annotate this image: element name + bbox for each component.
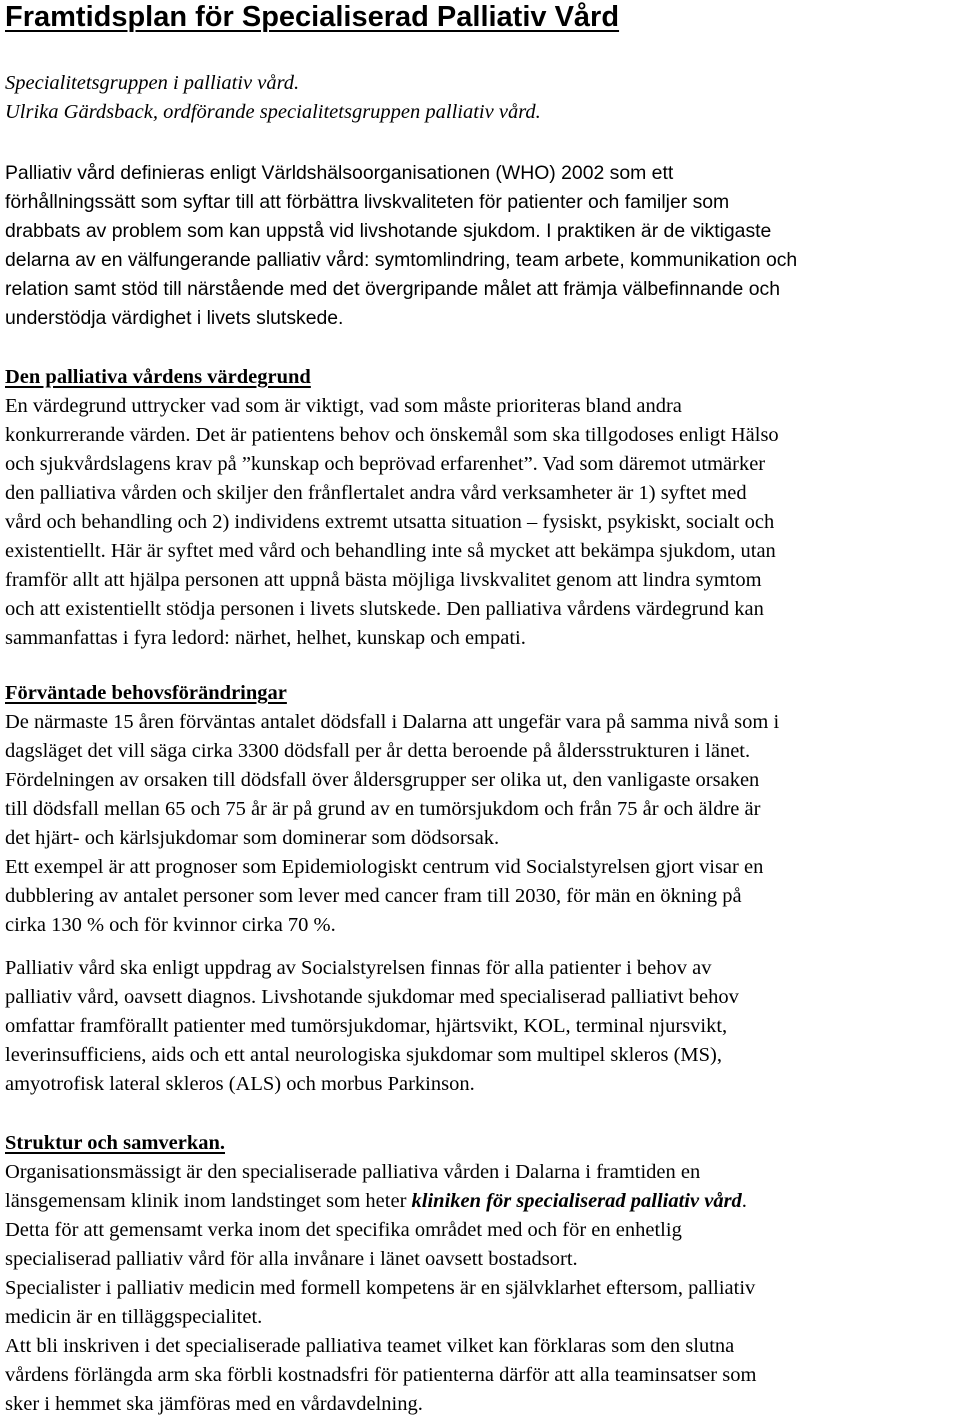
body-line: cirka 130 % och för kvinnor cirka 70 %. — [5, 914, 336, 936]
body-text: länsgemensam klinik inom landstinget som heter — [5, 1190, 412, 1212]
document-title: Framtidsplan för Specialiserad Palliativ Vård — [5, 1, 620, 33]
section-heading: Struktur och samverkan. — [5, 1132, 226, 1154]
section-body — [5, 1158, 756, 1419]
body-line: den palliativa vården och skiljer den frånflertalet andra vård verksamheter är 1) syftet med — [5, 482, 747, 504]
section-body — [5, 392, 779, 653]
intro-line: förhållningssätt som syftar till att förbättra livskvaliteten för patienter och familjer som — [5, 191, 730, 213]
body-line: Ett exempel är att prognoser som Epidemiologiskt centrum vid Socialstyrelsen gjort visar en — [5, 856, 764, 878]
body-line: Organisationsmässigt är den specialiserade palliativa vården i Dalarna i framtiden en — [5, 1161, 701, 1183]
section-behov-paragraph-2 — [5, 954, 739, 1099]
intro-line: Palliativ vård definieras enligt Världshälsoorganisationen (WHO) 2002 som ett — [5, 162, 674, 184]
subtitle-group: Specialitetsgruppen i palliativ vård. — [5, 72, 300, 94]
body-line: det hjärt- och kärlsjukdomar som dominerar som dödsorsak. — [5, 827, 500, 849]
body-line: Specialister i palliativ medicin med formell kompetens är en självklarhet eftersom, palliativ — [5, 1277, 756, 1299]
clinic-name: kliniken för specialiserad palliativ vård — [411, 1190, 742, 1212]
body-line: sammanfattas i fyra ledord: närhet, helhet, kunskap och empati. — [5, 627, 526, 649]
body-line: konkurrerande värden. Det är patientens behov och önskemål som ska tillgodoses enligt Hälso — [5, 424, 779, 446]
body-line: Detta för att gemensamt verka inom det specifika området med och för en enhetlig — [5, 1219, 682, 1241]
body-line: och sjukvårdslagens krav på ”kunskap och beprövad erfarenhet”. Vad som däremot utmärker — [5, 453, 766, 475]
intro-line: drabbats av problem som kan uppstå vid livshotande sjukdom. I praktiken är de viktigaste — [5, 220, 772, 242]
body-line: De närmaste 15 åren förväntas antalet dödsfall i Dalarna att ungefär vara på samma nivå som i — [5, 711, 780, 733]
body-line: dubblering av antalet personer som lever med cancer fram till 2030, för män en ökning på — [5, 885, 742, 907]
body-line: Palliativ vård ska enligt uppdrag av Socialstyrelsen finnas för alla patienter i behov av — [5, 957, 712, 979]
intro-line: understödja värdighet i livets slutskede. — [5, 307, 344, 329]
intro-paragraph — [5, 159, 797, 333]
body-line: och att existentiellt stödja personen i livets slutskede. Den palliativa vårdens värdegrund kan — [5, 598, 764, 620]
body-line: medicin är en tilläggspecialitet. — [5, 1306, 263, 1328]
body-line: Att bli inskriven i det specialiserade palliativa teamet vilket kan förklaras som den slutna — [5, 1335, 735, 1357]
subtitle-block — [5, 69, 541, 127]
section-heading: Förväntade behovsförändringar — [5, 682, 287, 704]
body-line: till dödsfall mellan 65 och 75 år är på grund av en tumörsjukdom och från 75 år och äldre är — [5, 798, 761, 820]
body-line: vårdens förlängda arm ska förbli kostnadsfri för patienterna därför att alla teaminsatser som — [5, 1364, 757, 1386]
body-line: amyotrofisk lateral skleros (ALS) och morbus Parkinson. — [5, 1073, 475, 1095]
intro-line: delarna av en välfungerande palliativ vård: symtomlindring, team arbete, kommunikation och — [5, 249, 798, 271]
body-line: Fördelningen av orsaken till dödsfall över åldersgrupper ser olika ut, den vanligaste orsaken — [5, 769, 760, 791]
body-line-with-emphasis — [5, 1187, 756, 1216]
body-line: omfattar framförallt patienter med tumörsjukdomar, hjärtsvikt, KOL, terminal njursvikt, — [5, 1015, 728, 1037]
body-line: En värdegrund uttrycker vad som är viktigt, vad som måste prioriteras bland andra — [5, 395, 682, 417]
section-vardegrund — [5, 363, 779, 653]
section-behov — [5, 679, 779, 940]
body-line: leverinsufficiens, aids och ett antal neurologiska sjukdomar som multipel skleros (MS), — [5, 1044, 722, 1066]
section-body — [5, 708, 779, 940]
body-line: sker i hemmet ska jämföras med en vårdavdelning. — [5, 1393, 423, 1415]
body-line: dagsläget det vill säga cirka 3300 dödsfall per år detta beroende på åldersstrukturen i länet. — [5, 740, 751, 762]
section-struktur — [5, 1129, 756, 1419]
body-line: palliativ vård, oavsett diagnos. Livshotande sjukdomar med specialiserad palliativt behov — [5, 986, 739, 1008]
section-heading: Den palliativa vårdens värdegrund — [5, 366, 311, 388]
subtitle-author: Ulrika Gärdsback, ordförande specialitetsgruppen palliativ vård. — [5, 101, 541, 123]
body-line: framför allt att hjälpa personen att uppnå bästa möjliga livskvalitet genom att lindra symtom — [5, 569, 762, 591]
body-line: specialiserad palliativ vård för alla invånare i länet oavsett bostadsort. — [5, 1248, 578, 1270]
body-line: vård och behandling och 2) individens extremt utsatta situation – fysiskt, psykiskt, socialt och — [5, 511, 775, 533]
body-text: . — [741, 1190, 747, 1212]
body-line: existentiellt. Här är syftet med vård och behandling inte så mycket att bekämpa sjukdom, utan — [5, 540, 776, 562]
intro-line: relation samt stöd till närstående med det övergripande målet att främja välbefinnande och — [5, 278, 780, 300]
